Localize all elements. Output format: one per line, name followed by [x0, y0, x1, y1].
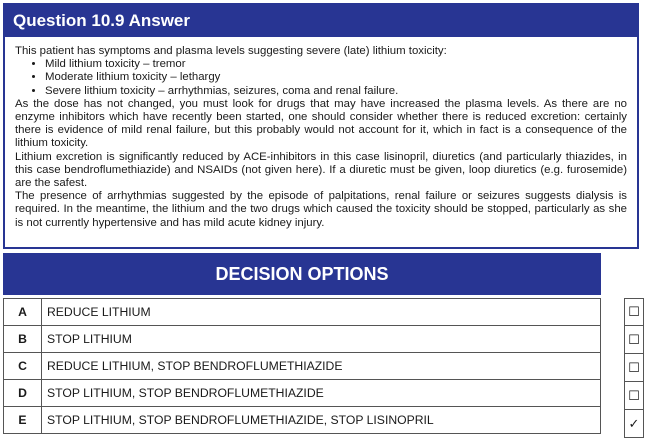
answer-title: Question 10.9 Answer: [5, 5, 637, 37]
answer-paragraph: As the dose has not changed, you must look for drugs that may have increased the plasma levels. As there are no enzyme inhibitors which have recently been started, one should consider whether there is reduced excretion: certainly there is evidence of mild renal failure, but this probably would not account for it, which in fact is a consequence of the lithium toxicity.: [15, 97, 627, 150]
option-letter: E: [4, 407, 42, 434]
answer-paragraph: Lithium excretion is significantly reduced by ACE-inhibitors in this case lisinopril, diuretics (and particularly thiazides, in this case bendroflumethiazide) and NSAIDs (not given here). If a diuretic must be given, loop diuretics (e.g. furosemide) are the safest.: [15, 150, 627, 190]
list-item: • Moderate lithium toxicity – lethargy: [45, 71, 627, 84]
answer-body: [5, 37, 637, 230]
option-row-c[interactable]: [4, 353, 601, 380]
checkbox-d[interactable]: ☐: [624, 382, 644, 410]
option-text: STOP LITHIUM, STOP BENDROFLUMETHIAZIDE: [42, 380, 601, 407]
option-text: STOP LITHIUM, STOP BENDROFLUMETHIAZIDE, STOP LISINOPRIL: [42, 407, 601, 434]
toxicity-list: [15, 58, 627, 98]
list-item: • Severe lithium toxicity – arrhythmias, seizures, coma and renal failure.: [45, 85, 627, 98]
option-letter: C: [4, 353, 42, 380]
decision-options-table: [3, 298, 601, 434]
option-letter: A: [4, 299, 42, 326]
option-row-b[interactable]: [4, 326, 601, 353]
option-letter: D: [4, 380, 42, 407]
option-letter: B: [4, 326, 42, 353]
option-row-e[interactable]: [4, 407, 601, 434]
option-checkboxes: [624, 298, 644, 438]
checkbox-e[interactable]: ✓: [624, 410, 644, 438]
option-text: STOP LITHIUM: [42, 326, 601, 353]
list-item: • Mild lithium toxicity – tremor: [45, 58, 627, 71]
option-row-d[interactable]: [4, 380, 601, 407]
checkbox-c[interactable]: ☐: [624, 354, 644, 382]
answer-intro: This patient has symptoms and plasma levels suggesting severe (late) lithium toxicity:: [15, 45, 447, 57]
option-row-a[interactable]: [4, 299, 601, 326]
answer-box: [3, 3, 639, 249]
checkbox-a[interactable]: ☐: [624, 298, 644, 326]
option-text: REDUCE LITHIUM: [42, 299, 601, 326]
answer-paragraph: The presence of arrhythmias suggested by the episode of palpitations, renal failure or seizures suggests dialysis is required. In the meantime, the lithium and the two drugs which caused the toxicity should be stopped, particularly as she is not currently hypertensive and has mild acute kidney injury.: [15, 190, 627, 229]
checkbox-b[interactable]: ☐: [624, 326, 644, 354]
decision-options-header: DECISION OPTIONS: [3, 253, 601, 295]
option-text: REDUCE LITHIUM, STOP BENDROFLUMETHIAZIDE: [42, 353, 601, 380]
